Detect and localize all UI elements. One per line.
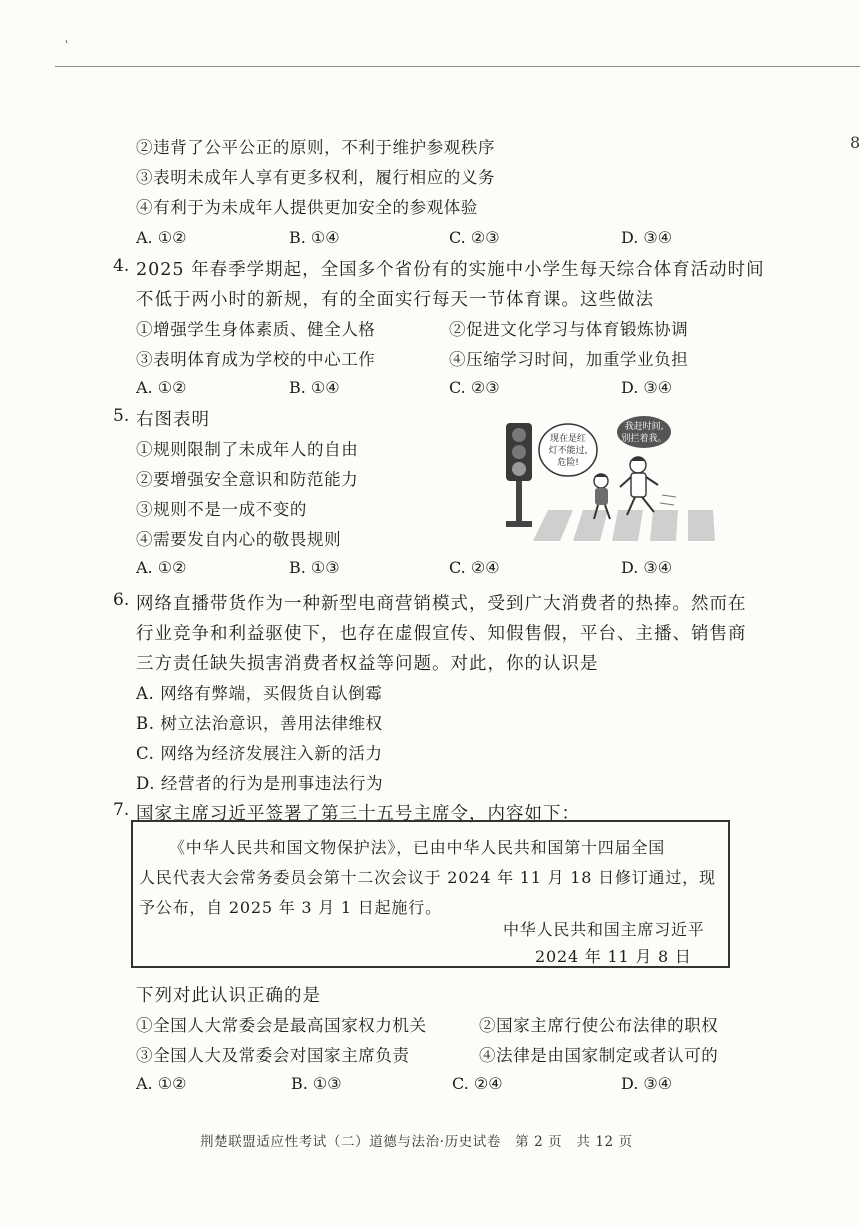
presidential-order-box	[131, 820, 730, 968]
speech-left-line-2: 灯不能过,	[548, 446, 588, 456]
notice-line-3: 予公布，自 2025 年 3 月 1 日起施行。	[139, 898, 442, 917]
q7-item-3: ③全国人大及常委会对国家主席负责	[136, 1046, 410, 1065]
q5-item-3: ③规则不是一成不变的	[136, 500, 307, 519]
q3-option-c: C. ②③	[449, 228, 500, 247]
q7-item-1: ①全国人大常委会是最高国家权力机关	[136, 1016, 427, 1035]
q5-option-a: A. ①②	[136, 558, 187, 577]
q5-item-4: ④需要发自内心的敬畏规则	[136, 530, 342, 549]
edge-number: 8	[850, 133, 860, 152]
q7-question: 下列对此认识正确的是	[136, 986, 321, 1006]
q7-option-d: D. ③④	[621, 1074, 673, 1093]
speech-left-line-1: 现在是红	[549, 434, 587, 444]
q5-stem: 右图表明	[136, 410, 210, 430]
q4-item-4: ④压缩学习时间，加重学业负担	[449, 350, 689, 369]
q6-stem-line-3: 三方责任缺失损害消费者权益等问题。对此，你的认识是	[136, 654, 599, 674]
q4-item-3: ③表明体育成为学校的中心工作	[136, 350, 376, 369]
q7-stem: 国家主席习近平签署了第三十五号主席令，内容如下：	[136, 804, 580, 824]
speech-right-line-1: 我赶时间,	[624, 422, 664, 432]
notice-signature: 中华人民共和国主席习近平	[503, 920, 705, 939]
q7-number: 7.	[113, 800, 130, 820]
q3-item-3: ③表明未成年人享有更多权利，履行相应的义务	[136, 168, 496, 187]
traffic-light-cartoon	[488, 415, 716, 541]
q4-stem-line-2: 不低于两小时的新规，有的全面实行每天一节体育课。这些做法	[136, 290, 654, 310]
speech-left-line-3: 危险!	[557, 458, 579, 468]
q5-number: 5.	[113, 406, 130, 426]
q5-option-b: B. ①③	[289, 558, 340, 577]
q6-stem-line-1: 网络直播带货作为一种新型电商营销模式，受到广大消费者的热捧。然而在	[136, 594, 747, 614]
q4-option-c: C. ②③	[449, 378, 500, 397]
q4-stem-line-1: 2025 年春季学期起，全国多个省份有的实施中小学生每天综合体育活动时间	[136, 260, 765, 280]
q6-option-d: D. 经营者的行为是刑事违法行为	[136, 774, 384, 793]
q7-item-2: ②国家主席行使公布法律的职权	[479, 1016, 719, 1035]
corner-mark: `	[59, 39, 71, 56]
q3-option-d: D. ③④	[621, 228, 673, 247]
q7-option-b: B. ①③	[291, 1074, 342, 1093]
q4-number: 4.	[113, 256, 130, 276]
q5-item-1: ①规则限制了未成年人的自由	[136, 440, 359, 459]
q4-option-d: D. ③④	[621, 378, 673, 397]
q6-option-c: C. 网络为经济发展注入新的活力	[136, 744, 383, 763]
notice-line-1: 《中华人民共和国文物保护法》，已由中华人民共和国第十四届全国	[169, 838, 666, 857]
notice-date: 2024 年 11 月 8 日	[535, 947, 692, 966]
q3-item-4: ④有利于为未成年人提供更加安全的参观体验	[136, 198, 478, 217]
q4-option-a: A. ①②	[136, 378, 187, 397]
q4-item-2: ②促进文化学习与体育锻炼协调	[449, 320, 689, 339]
top-rule	[55, 66, 860, 67]
q3-option-b: B. ①④	[289, 228, 340, 247]
q5-option-c: C. ②④	[449, 558, 500, 577]
q3-item-2: ②违背了公平公正的原则，不利于维护参观秩序	[136, 138, 496, 157]
q7-item-4: ④法律是由国家制定或者认可的	[479, 1046, 719, 1065]
q4-option-b: B. ①④	[289, 378, 340, 397]
notice-line-2: 人民代表大会常务委员会第十二次会议于 2024 年 11 月 18 日修订通过，现	[139, 868, 716, 887]
q6-number: 6.	[113, 590, 130, 610]
page-footer: 荆楚联盟适应性考试（二）道德与法治·历史试卷 第 2 页 共 12 页	[200, 1134, 633, 1150]
q5-option-d: D. ③④	[621, 558, 673, 577]
q4-item-1: ①增强学生身体素质、健全人格	[136, 320, 376, 339]
q7-option-c: C. ②④	[452, 1074, 503, 1093]
q6-option-b: B. 树立法治意识，善用法律维权	[136, 714, 383, 733]
q6-option-a: A. 网络有弊端，买假货自认倒霉	[136, 684, 383, 703]
speech-bubble-right	[617, 416, 671, 448]
q7-option-a: A. ①②	[136, 1074, 187, 1093]
q5-item-2: ②要增强安全意识和防范能力	[136, 470, 359, 489]
q3-option-a: A. ①②	[136, 228, 187, 247]
q6-stem-line-2: 行业竞争和利益驱使下，也存在虚假宣传、知假售假，平台、主播、销售商	[136, 624, 747, 644]
speech-bubble-left	[539, 424, 597, 476]
speech-right-line-2: 别拦着我。	[621, 434, 667, 444]
